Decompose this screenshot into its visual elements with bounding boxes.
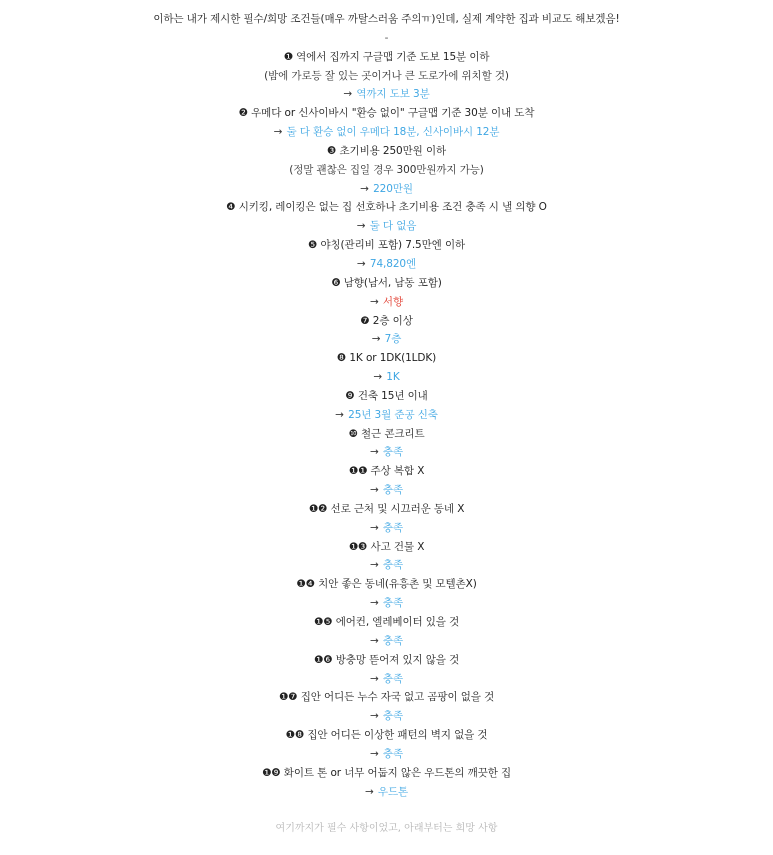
criterion-line: ❿ 철근 콘크리트 [348, 427, 425, 440]
criterion-line: ❶❸ 사고 건물 X [348, 540, 425, 553]
result-text: 충족 [382, 521, 404, 534]
result-text: 220만원 [373, 182, 413, 195]
arrow-icon: → [373, 371, 383, 384]
result-text: 1K [386, 371, 400, 384]
dash-separator: - [384, 31, 389, 44]
criterion-line: ❶❼ 집안 어디든 누수 자국 없고 곰팡이 없을 것 [278, 691, 495, 704]
arrow-icon: → [273, 126, 283, 139]
arrow-icon: → [356, 220, 366, 233]
result-text: 충족 [382, 747, 404, 760]
arrow-icon: → [364, 785, 374, 798]
criterion-line: ❶❹ 치안 좋은 동네(유흥촌 및 모텔촌X) [296, 578, 477, 591]
result-line [0, 293, 773, 312]
result-text: 74,820엔 [369, 257, 417, 270]
arrow-icon: → [343, 88, 353, 101]
result-line [0, 481, 773, 500]
result-text: 충족 [382, 710, 404, 723]
result-line [0, 594, 773, 613]
result-line [0, 519, 773, 538]
result-line [0, 670, 773, 689]
arrow-icon: → [360, 182, 369, 195]
criterion-note: (정말 괜찮은 집일 경우 300만원까지 가능) [289, 163, 484, 176]
criterion-line: ❶❾ 화이트 톤 or 너무 어둡지 않은 우드톤의 깨끗한 집 [261, 766, 512, 779]
arrow-icon: → [369, 634, 379, 647]
criteria-list [0, 48, 773, 802]
criterion-line: ❶❷ 선로 근처 및 시끄러운 동네 X [308, 502, 465, 515]
arrow-icon: → [369, 710, 379, 723]
result-text: 충족 [382, 559, 404, 572]
arrow-icon: → [371, 333, 381, 346]
criterion-line: ❾ 건축 15년 이내 [345, 389, 428, 402]
result-line [0, 85, 773, 104]
result-text: 충족 [382, 484, 404, 497]
arrow-icon: → [369, 484, 379, 497]
criterion-note: (밤에 가로등 잘 있는 곳이거나 큰 도로가에 위치할 것) [264, 69, 509, 82]
result-line [0, 707, 773, 726]
result-line [0, 368, 773, 387]
criterion-line: ❹ 시키킹, 레이킹은 없는 집 선호하나 초기비용 조건 충족 시 낼 의향 O [226, 201, 547, 214]
criterion-line: ❶❽ 집안 어디든 이상한 패턴의 벽지 없을 것 [285, 729, 488, 742]
arrow-icon: → [369, 559, 379, 572]
result-line [0, 443, 773, 462]
result-line [0, 330, 773, 349]
result-text: 충족 [382, 597, 404, 610]
criterion-line: ❶❺ 에어컨, 엘레베이터 있을 것 [313, 616, 460, 628]
arrow-icon: → [369, 672, 379, 685]
result-text: 충족 [382, 634, 404, 647]
criterion-line: ❶❻ 방충망 뜯어져 있지 않을 것 [313, 653, 460, 666]
result-line [0, 217, 773, 236]
result-line [0, 632, 773, 651]
result-text: 충족 [382, 672, 404, 685]
arrow-icon: → [335, 408, 344, 421]
result-text: 둘 다 없음 [369, 220, 417, 233]
result-text: 7층 [384, 333, 402, 346]
criterion-line: ❼ 2층 이상 [360, 314, 413, 327]
criterion-line: ❶❶ 주상 복합 X [348, 465, 425, 478]
criterion-line: ❽ 1K or 1DK(1LDK) [336, 352, 437, 365]
arrow-icon: → [369, 295, 379, 308]
result-text: 역까지 도보 3분 [356, 88, 430, 101]
arrow-icon: → [369, 747, 379, 760]
result-line [0, 745, 773, 764]
result-line [0, 180, 773, 199]
footer-note: 여기까지가 필수 사항이었고, 아래부터는 희망 사항 [275, 823, 498, 835]
result-line [0, 406, 773, 425]
result-line [0, 783, 773, 802]
intro-text: 이하는 내가 제시한 필수/희망 조건들(매우 까탈스러움 주의ㅠ)인데, 실제 계약한 집과 비교도 해보겠음! [153, 13, 620, 25]
arrow-icon: → [356, 257, 366, 270]
result-line [0, 123, 773, 142]
criterion-line: ❺ 야칭(관리비 포함) 7.5만엔 이하 [307, 239, 466, 252]
result-text: 충족 [382, 446, 404, 459]
result-text: 서향 [382, 295, 404, 308]
criterion-line: ❷ 우메다 or 신사이바시 "환승 없이" 구글맵 기준 30분 이내 도착 [238, 107, 535, 120]
result-text: 우드톤 [377, 785, 409, 798]
result-text: 25년 3월 준공 신축 [348, 408, 438, 421]
criterion-line: ❶ 역에서 집까지 구글맵 기준 도보 15분 이하 [283, 50, 490, 63]
result-text: 둘 다 환승 없이 우메다 18분, 신사이바시 12분 [286, 126, 500, 139]
result-line [0, 556, 773, 575]
arrow-icon: → [369, 597, 379, 610]
arrow-icon: → [369, 446, 379, 459]
criterion-line: ❸ 초기비용 250만원 이하 [326, 144, 447, 157]
result-line [0, 255, 773, 274]
criterion-line: ❻ 남향(남서, 남동 포함) [331, 276, 442, 289]
arrow-icon: → [369, 521, 379, 534]
